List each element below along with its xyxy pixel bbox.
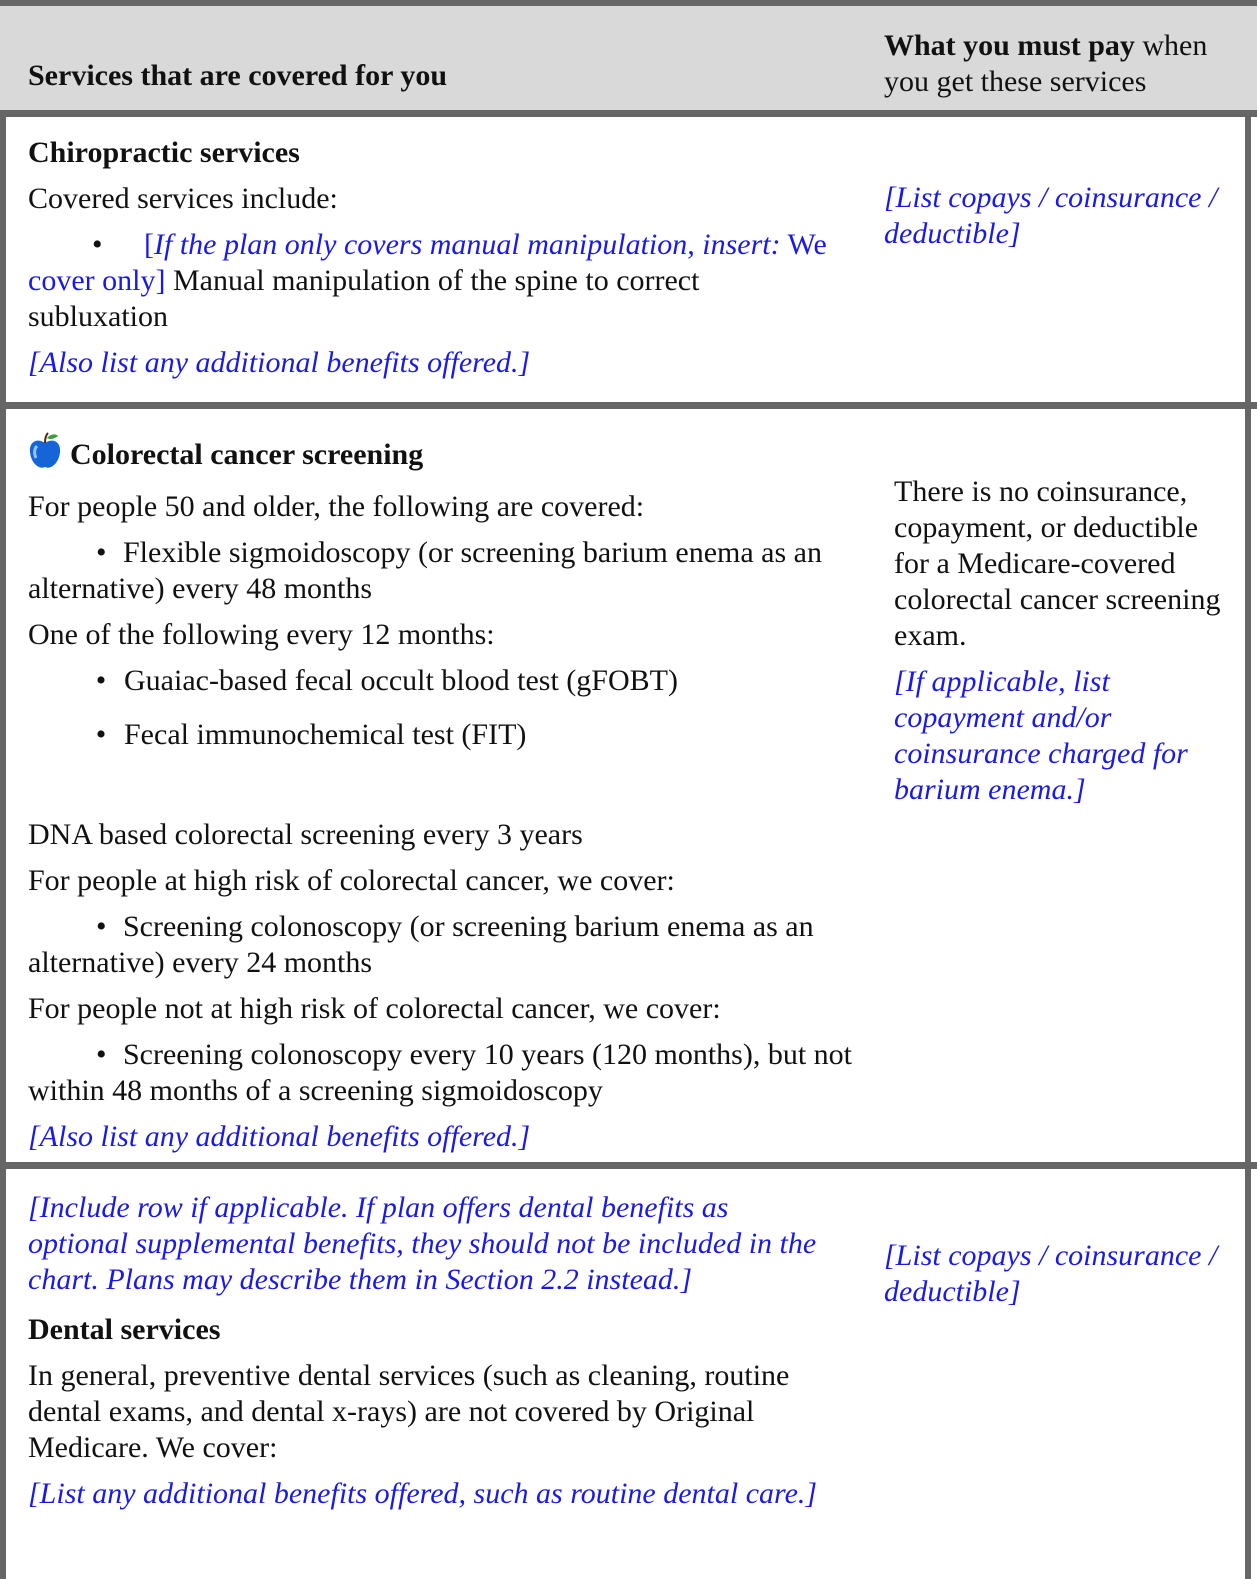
- apple-icon: [28, 432, 62, 470]
- header-services: Services that are covered for you: [28, 59, 448, 92]
- colorectal-title: Colorectal cancer screening: [28, 432, 858, 473]
- dental-services-cell: [28, 1190, 828, 1512]
- dental-payment: [List copays / coinsurance / deductible]: [884, 1239, 1218, 1308]
- dental-also: [List any additional benefits offered, such as routine dental care.]: [28, 1477, 818, 1510]
- colorectal-also: [Also list any additional benefits offered.]: [28, 1120, 531, 1153]
- chiropractic-payment: [List copays / coinsurance / deductible]: [884, 181, 1218, 250]
- colorectal-payment-text: There is no coinsurance, copayment, or deductible for a Medicare-covered colorectal cancer screening exam.: [894, 475, 1221, 652]
- chiropractic-also: [Also list any additional benefits offered.]: [28, 346, 531, 379]
- colorectal-bullet-colonoscopy-24: • Screening colonoscopy (or screening barium enema as an alternative) every 24 months: [28, 910, 814, 979]
- colorectal-intro: For people 50 and older, the following are covered:: [28, 490, 645, 523]
- header-divider: [0, 110, 1257, 117]
- table-left-border: [0, 0, 6, 1579]
- colorectal-payment: [894, 474, 1224, 808]
- colorectal-bullet-gfobt: • Guaiac-based fecal occult blood test (gFOBT): [95, 664, 678, 697]
- dental-body: In general, preventive dental services (such as cleaning, routine dental exams, and dental x-rays) are not covered by Original Medicare. We cover:: [28, 1359, 790, 1464]
- colorectal-one-of: One of the following every 12 months:: [28, 618, 495, 651]
- colorectal-services-cell: [28, 432, 858, 1155]
- chiropractic-title: Chiropractic services: [28, 136, 300, 169]
- colorectal-bullet-sigmoidoscopy: • Flexible sigmoidoscopy (or screening barium enema as an alternative) every 48 months: [28, 536, 822, 605]
- chiropractic-services-cell: [28, 135, 858, 381]
- dental-title: Dental services: [28, 1313, 221, 1346]
- colorectal-bullet-colonoscopy-10y: • Screening colonoscopy every 10 years (120 months), but not within 48 months of a screening sigmoidoscopy: [28, 1038, 853, 1107]
- colorectal-payment-instruction: [If applicable, list copayment and/or coinsurance charged for barium enema.]: [894, 665, 1188, 806]
- table-right-border: [1245, 0, 1251, 1579]
- colorectal-high-risk: For people at high risk of colorectal cancer, we cover:: [28, 864, 675, 897]
- colorectal-bullet-fit: • Fecal immunochemical test (FIT): [95, 718, 527, 751]
- chiropractic-intro: Covered services include:: [28, 182, 338, 215]
- colorectal-dna: DNA based colorectal screening every 3 years: [28, 818, 583, 851]
- header-payment: What you must pay when you get these services: [884, 29, 1208, 98]
- colorectal-not-high-risk: For people not at high risk of colorectal cancer, we cover:: [28, 992, 721, 1025]
- row-divider-2: [0, 1162, 1257, 1169]
- row-divider-1: [0, 402, 1257, 409]
- dental-instruction: [Include row if applicable. If plan offers dental benefits as optional supplemental benefits, they should not be included in the chart. Plans may describe them in Section 2.2 instead.]: [28, 1191, 817, 1296]
- chiropractic-bullet: • [If the plan only covers manual manipulation, insert: We cover only] Manual manipulation of the spine to correct subluxation: [28, 228, 827, 333]
